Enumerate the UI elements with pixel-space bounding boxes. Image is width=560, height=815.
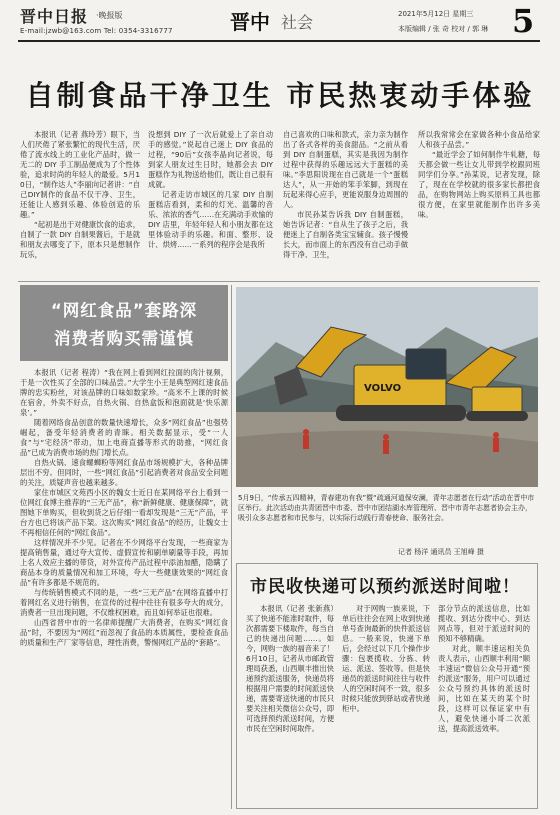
- lead-col2-para: 没想到 DIY 了一次后就爱上了亲自动手的感觉。”说起自己迷上 DIY 食品的过程，“90后”女孩李晶向记者说，每到家人朋友过生日时，她都会去 DIY 蛋糕作为礼物送给他们，既让自己很有成就。: [148, 130, 273, 189]
- wanghong-para: 本报讯（记者 程涛）“我在网上看到网红拉面的肉汁视频，于是一次性买了全部的口味品尝。”大学生小王是典型网红速食品牌的忠实粉丝，对该品牌的口味如数家珍。“高米不上课的时候在宿舍，外卖不好点，自热火锅、自热盒饭和泡面就是‘快乐源泉’。”: [20, 368, 228, 417]
- issue-date: 2021年5月12日 星期三: [398, 10, 474, 18]
- express-headline: 市民收快递可以预约派送时间啦！: [250, 577, 520, 597]
- wanghong-para: 家住市城区文苑西小区的魏女士近日在某网络平台上看到一位网红食博主推荐的“三无产品”，称“新鲜健康、健康保障”，就图她下单购买，但收到货之后仔细一看却发现是“三无”产品，平台方也已将该产品下架。这次购买“网红食品”的经历，让魏女士不再相信任何的“网红食品”。: [20, 488, 228, 537]
- section-sub: 社会: [281, 13, 314, 32]
- lead-col3-para: 自己喜欢的口味和款式，亲力亲为制作出了各式各样的美食甜品。“之前从看到 DIY 自制蛋糕，其实是我因为制作过程中获得的乐趣远远大于蛋糕的美味。”李思阳说现在自己就是一个“蛋糕达人”，从一开始的笨手笨脚，到现在玩起来得心应手，更能说服身边周围的人。: [283, 130, 408, 209]
- express-col3-para: 对此，顺丰速运相关负责人表示，山西顺丰利用“顺丰速运”微信公众号开通“预约派送”服务，用户可以通过公众号预约具体的派送时间，比如在某天的某个时段，这样可以保证家中有人，避免快递小哥二次派送，提高派送效率。: [438, 644, 530, 733]
- express-col-2: [342, 604, 430, 804]
- wanghong-para: 随着网络食品创意的数量快速增长，众多“网红食品”也强势崛起，备受年轻消费者的青睐。相关数据显示，受“一人食”与“宅经济”带动，加上电商直播等形式的助推，“网红食品”已成为消费市场的热门增长点。: [20, 418, 228, 457]
- excavator-brand-label: VOLVO: [364, 383, 402, 394]
- lead-headline: 自制食品干净卫生 市民热衷动手体验: [25, 79, 535, 112]
- wanghong-para: 与传统销售模式不同的是，一些“三无产品”在网络直播中打着网红名义进行销售，在宣传的过程中往往有很多夸大的成分，消费者一旦出现问题，不仅维权困难，而且如何举证也很难。: [20, 588, 228, 617]
- wanghong-title-line1: “网红食品”套路深: [50, 301, 198, 320]
- lead-col1-para: “起初是出于对健康饮食的追求，自制了一款 DIY 自制果酱后，于是就和朋友去哪变了下，原本只是想制作玩乐，: [20, 220, 140, 259]
- lead-col-2: [148, 130, 273, 278]
- wanghong-para: 自热火锅、速食螺蛳粉等网红食品市场规模扩大，各种品牌层出不穷。但同时，一些“网红食品”引起消费者对食品安全问题的关注，质疑声音也越来越多。: [20, 458, 228, 487]
- page-number: 5: [512, 2, 535, 40]
- lead-col-4: [418, 130, 540, 278]
- lead-col1-para: 本报讯（记者 燕玲芳）眼下，当人们厌倦了紧张繁忙的现代生活，厌倦了流水线上的工业化产品时，做一无二的 DIY 手工制品便成为了个性体验，追求时尚的年轻人的最爱。5月10日，“制作达人”李丽向记者讲：“自己DIY制作的食品不仅干净、卫生，还能让人感到乐趣、体验创造的乐趣。”: [20, 130, 140, 219]
- express-col3-para: 部分节点的派送信息，比如揽收、到达分拨中心、到达网点等，但对于派送时间的预知不够精确。: [438, 604, 530, 643]
- photo-illustration: [236, 287, 538, 487]
- top-rule: [18, 40, 540, 42]
- masthead-edition: ·晚报版: [96, 11, 123, 20]
- lead-col-1: [20, 130, 140, 278]
- lead-col4-para: “最近学会了如何制作牛轧糖，每天都会做一些让女儿带到学校跟同班同学们分享。”孙某说，记者发现，除了，现在在学校就的很多家长都把食品，在购物网站上购买原料工具也都很方便，在家里就能制作出许多美味。: [418, 150, 540, 219]
- section-name: 晋中: [230, 10, 270, 34]
- express-col2-para: 对于网购一族来说，下单后往往会在网上收到快递单号查询最新的快件派送信息。一般来说，快递下单后，会经过以下几个操作步骤：包裹揽收、分拣、转运、派送、签收等。但是快递员的派送时间往往与收件人的空闲时间不一致，很多时候只能放到驿站或者快递柜中。: [342, 604, 430, 713]
- wanghong-body: [20, 368, 228, 810]
- lead-bottom-rule: [18, 281, 540, 282]
- wanghong-title-block: [20, 285, 228, 361]
- wanghong-para: 这样情况并不少见。记者在不少网络平台发现，一些商家为提高销售量，通过夸大宣传、虚假宣传和刷单刷量等手段，再加上名人效应主播的带货，对外宣传产品过程中添油加醋，隐瞒了商品本身的质量情况和加工环境，夸大一些健康效果的“网红食品”有许多都是不规范的。: [20, 538, 228, 587]
- photo-credit: 记者 杨洋 通讯员 王旭峰 摄: [398, 548, 484, 556]
- masthead-contact: E-mail:jzwb@163.com Tel: 0354-3316777: [20, 27, 173, 35]
- lead-col3-para: 市民孙某告诉我 DIY 自制蛋糕，她告诉记者：“自从生了孩子之后，我便迷上了自制各类宝宝辅食。孩子慢慢长大，而市面上的东西没有自己动手做得干净、卫生，: [283, 210, 408, 259]
- masthead-logo: 晋中日报: [20, 7, 89, 26]
- wanghong-title-line2: 消费者购买需谨慎: [54, 329, 194, 348]
- column-divider: [231, 285, 232, 809]
- issue-editors: 本版编辑 / 张 奇 校对 / 郭 琳: [398, 25, 489, 33]
- express-col-3: [438, 604, 530, 804]
- lead-col-3: [283, 130, 408, 278]
- express-col1-para: 本报讯（记者 张新燕）买了快递不能准时取件，每次都需要下楼取件，每当自己的快递出问题……。如今，网购一族的福音来了！6月10日，记者从市邮政管理局获悉，山西顺丰推出快递预约派送服务，快递员将根据用户需要的时间派送快递，需要寄送快递的市民只要关注相关微信公众号，即可选择预约派送时间，方便市民在空闲时间取件。: [246, 604, 334, 733]
- lead-col2-para: 记者走访市城区的几家 DIY 自制蛋糕店看到，柔和的灯光、温馨的音乐、浓浓的香气……在充满动手欢愉的 DIY 店里，年轻年轻人和小朋友都在这里体验动手的乐趣。和面、整形、设计、烘烤……一系列的程序会是我所: [148, 190, 273, 249]
- excavator-photo: [236, 287, 538, 487]
- express-col-1: [246, 604, 334, 804]
- wanghong-para: 山西省晋中市的一名律师提醒广大消费者，在购买“网红食品”时，不要因为“网红”而忽视了食品的本质属性，要检查食品的质量和生产厂家等信息，理性消费，警惕网红产品的“套路”。: [20, 618, 228, 647]
- lead-col4-para: 所以我常常会在家做各种小食品给家人和孩子品尝。”: [418, 130, 540, 149]
- photo-caption: 5月9日，“传承五四精神，青春建功有我”暨“疏通河道保安澜，青年志愿者在行动”活动在晋中市区举行。此次活动由共青团晋中市委、晋中市团结湖水库管理所、晋中市青年志愿者协会主办，吸引众多志愿者和市民参与，以实际行动践行青春使命、服务社会。: [238, 494, 535, 522]
